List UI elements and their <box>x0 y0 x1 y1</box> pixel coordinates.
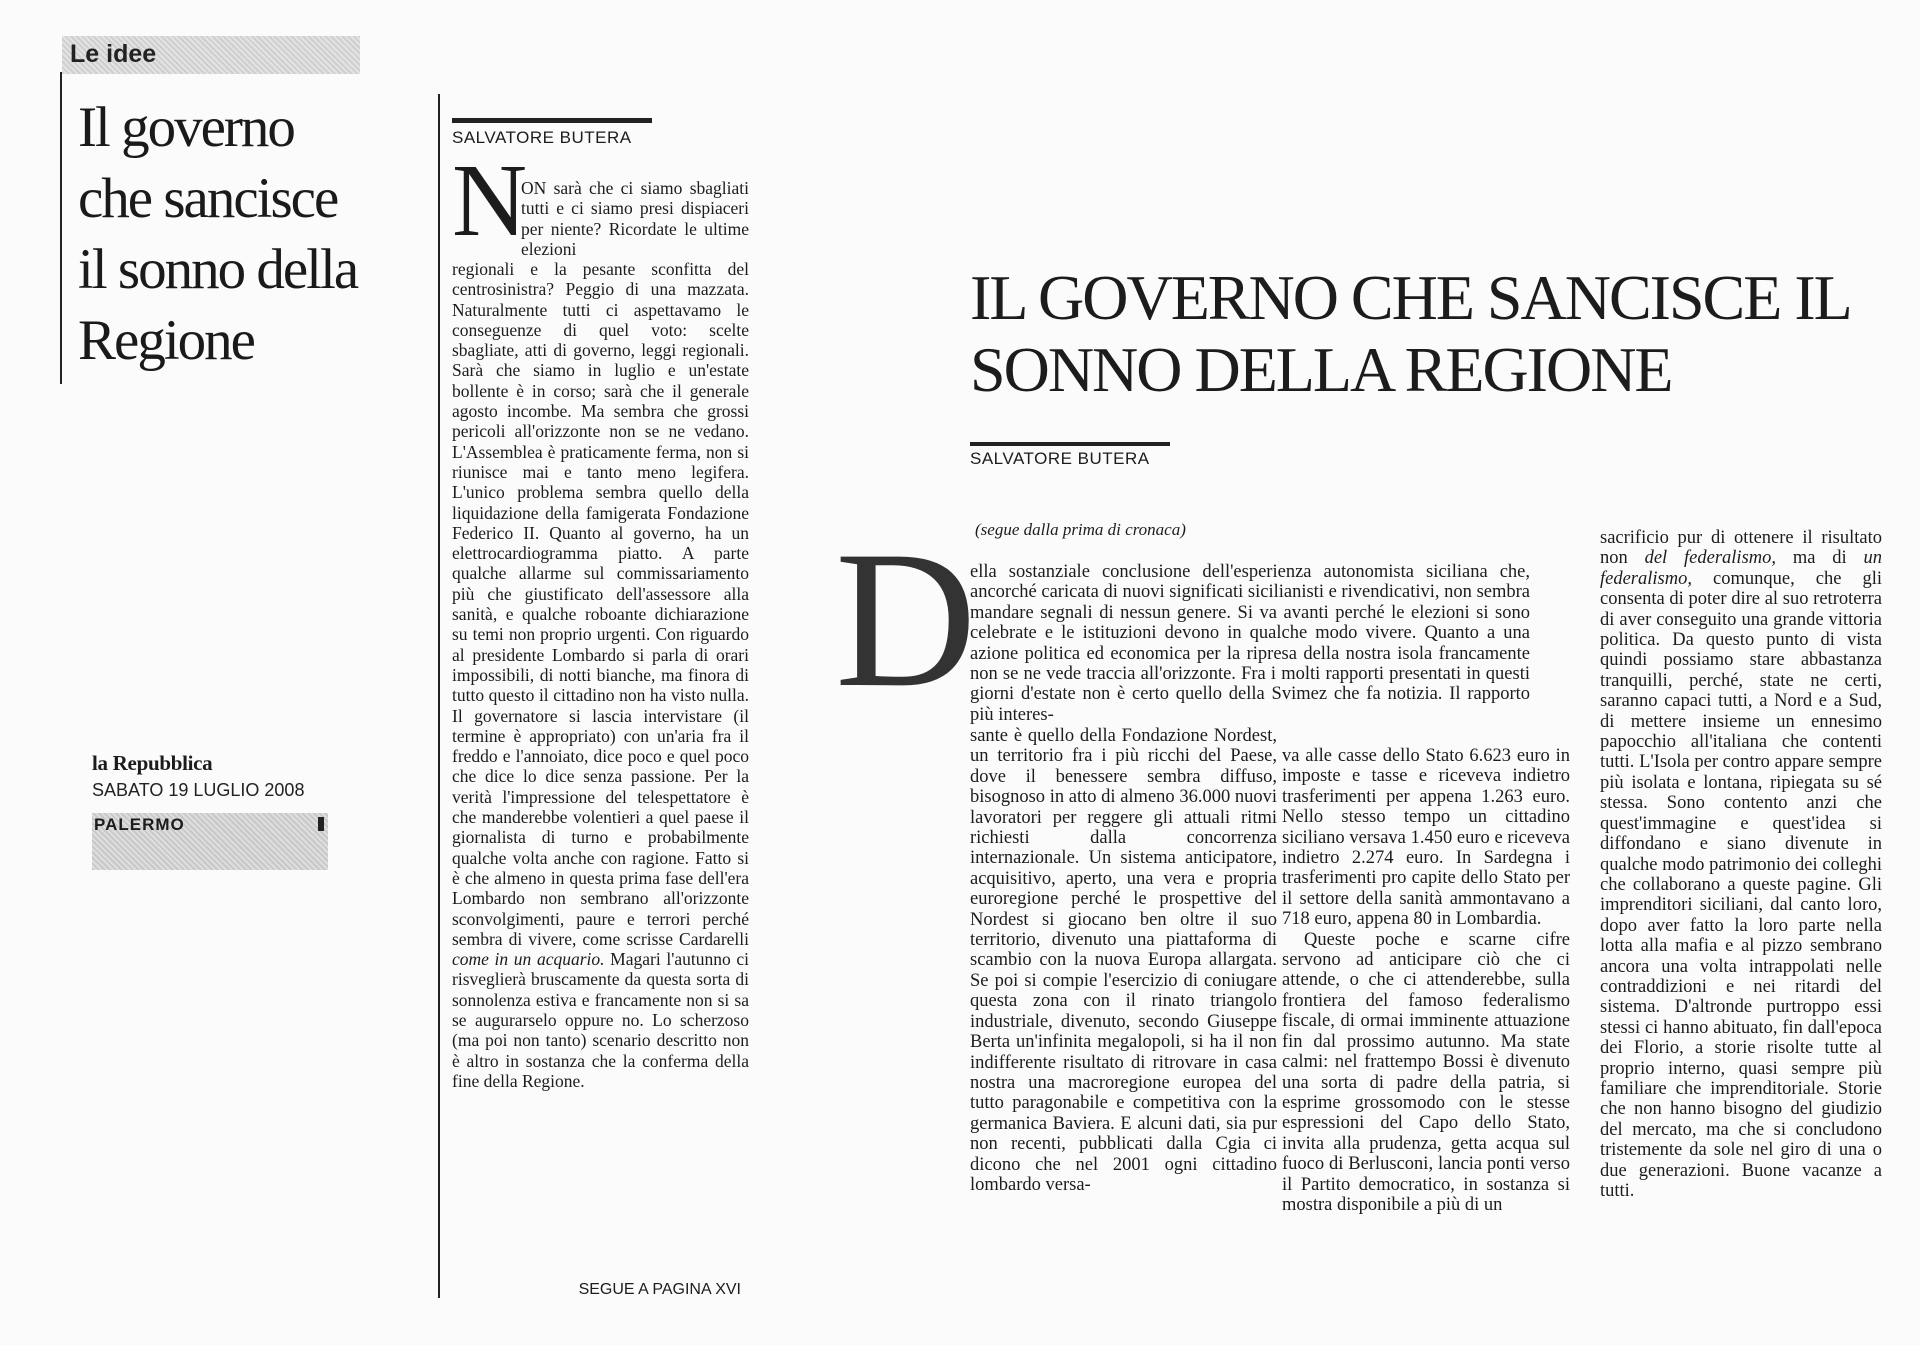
column-2-text: va alle casse dello Stato 6.623 euro in imposte e tasse e riceveva indietro trasferimenti per appena 1.263 euro. Nello stesso tempo un cittadino siciliano versava 1.450 euro e riceveva indietro 2.274 euro. In Sardegna i trasferimenti pro capite dello Stato per il settore della sanità ammontavano a 718 euro, appena 80 in Lombardia. <box>1282 746 1570 930</box>
article-column-2 <box>1282 746 1570 1215</box>
column-3-text-b: ma di <box>1792 548 1847 569</box>
article-column-1 <box>970 726 1277 1195</box>
body-text: regionali e la pesante sconfitta del centrosinistra? Peggio di una mazzata. Naturalmente tutti ci aspettavamo le conseguenze di quel voto: scelte sbagliate, atti di governo, leggi regionali. Sarà che siamo in luglio e un'estate bollente è in corso; sarà che il generale agosto incombe. Ma sembra che grossi pericoli all'orizzonte non se ne vedano. L'Assemblea è praticamente ferma, non si riunisce mai e tanto meno legifera. L'unico problema sembra quello della liquidazione della famigerata Fondazione Federico II. Quanto al governo, ha un elettrocardiogramma piatto. A parte qualche allarme sul commissariamento più che giustificato dell'assessore alla sanità, e qualche roboante dichiarazione su temi non proprio urgenti. Con riguardo al presidente Lombardo si parla di orari impossibili, di notti bianche, ma finora di tutto questo il cittadino non ha visto nulla. Il governatore si lascia intervistare (il termine è appropriato) con un'aria fra il freddo e l'annoiato, dice poco e quel poco che dice lo dice senza passione. Per la verità l'impressione del telespettatore è che manderebbe volentieri a quel paese il giornalista di turno e probabilmente qualche volta anche con ragione. Fatto si è che almeno in questa prima fase dell'era Lombardo non sembrano all'orizzonte sconvolgimenti, paure e terrori perché sembra di vivere, come scrisse Cardarelli <box>452 259 749 949</box>
column-1-text: sante è quello della Fondazione Nordest, un territorio fra i più ricchi del Paese, dove il benessere sembra diffuso, bisognoso in atto di almeno 36.000 nuovi lavoratori per reggere gli attuali ritmi richiesti dalla concorrenza internazionale. Un sistema anticipatore, acquisitivo, aperto, una vera e propria euroregione perché le prospettive del Nordest si giocano ben oltre il suo territorio, divenuto una piattaforma di scambio con la nuova Europa allargata. Se poi si compie l'esercizio di coniugare questa zona con il rinato triangolo industriale, divenuto, secondo Giuseppe Berta un'infinita megalopoli, si ha il non indifferente risultato di ritrovare in casa nostra una macroregione europea del tutto paragonabile e competitiva con la germanica Baviera. E alcuni dati, sia pur non recenti, pubblicati dalla Cgia ci dicono che nel 2001 ogni cittadino lombardo versa- <box>970 726 1277 1195</box>
continued-note: SEGUE A PAGINA XVI <box>578 1281 741 1298</box>
edition-box <box>92 813 328 870</box>
column-3-italic-b: un federalismo, <box>1600 548 1883 589</box>
section-kicker: Le idee <box>70 40 157 68</box>
body-text-end: Magari l'autunno ci risveglierà bruscamente da questa sorta di sonnolenza estiva e francamente non si sa se augurarselo oppure no. Lo scherzoso (ma poi non tanto) scenario descritto non è altro in sostanza che la conferma della fine della Regione. <box>452 949 749 1091</box>
column-rule <box>438 94 440 1298</box>
drop-cap: N <box>452 143 528 258</box>
column-3-italic-a: del federalismo, <box>1644 548 1777 569</box>
body-paragraph <box>452 259 749 1091</box>
article-body <box>452 259 749 1091</box>
author-rule <box>452 118 652 123</box>
byline-2: SALVATORE BUTERA <box>970 449 1150 468</box>
headline: IL GOVERNO CHE SANCISCE IL SONNO DELLA REGIONE <box>970 262 1849 405</box>
article-intro <box>970 562 1530 725</box>
edition-city: PALERMO <box>94 815 185 834</box>
title-rule <box>60 72 62 384</box>
column-3-text-c: comunque, che gli consenta di poter dire al suo retroterra di aver conseguito una grande vittoria politica. Da questo punto di vista quindi possiamo stare abbastanza tranquilli, perché, state ne certi, saranno capaci tutti, a Nord e a Sud, di mettere insieme un ennesimo papocchio all'italiana che contenti tutti. L'Isola per contro appare sempre più isolata e lontana, ripiegata su sé stessa. Sono contento anzi che quest'immagine e quest'idea si diffondano e siano divenute in qualche modo patrimonio dei colleghi che collaborano a queste pagine. Gli imprenditori siciliani, dal canto loro, dopo aver fatto la loro parte nella lotta alla mafia e al pizzo sembrano ancora una volta intrappolati nelle contraddizioni e nei ritardi del sistema. D'altronde purtroppo essi stessi ci hanno abituato, fin dall'epoca dei Florio, a storie risolte tutte al proprio interno, quasi sempre più familiare che imprenditoriale. Storie che non hanno bisogno del giudizio del mercato, ma che si concludono tristemente da sole nel giro di una o due generazioni. Buone vacanze a tutti. <box>1600 568 1883 1201</box>
article-column-3 <box>1600 528 1882 1201</box>
masthead <box>92 751 328 870</box>
section-kicker-box <box>62 36 360 74</box>
lead-text: ON sarà che ci siamo sbagliati tutti e ci siamo presi dispiaceri per niente? Ricordate le ultime elezioni <box>521 178 749 259</box>
issue-date: SABATO 19 LUGLIO 2008 <box>92 780 305 800</box>
byline: SALVATORE BUTERA <box>452 128 632 147</box>
column-2-text-b: Queste poche e scarne cifre servono ad anticipare ciò che ci attende, o che ci attenderebbe, sulla frontiera del famoso federalismo fiscale, di ormai imminente attuazione fin dal prossimo autunno. Ma state calmi: nel frattempo Bossi è divenuto una sorta di padre della patria, si esprime grossomodo con le stesse espressioni del Capo dello Stato, invita alla prudenza, getta acqua sul fuoco di Berlusconi, lancia ponti verso il Partito democratico, in sostanza si mostra disponibile a più di un <box>1282 929 1570 1215</box>
continued-from-note: (segue dalla prima di cronaca) <box>975 520 1186 539</box>
drop-cap-2: D <box>835 511 977 728</box>
body-quote: come in un acquario. <box>452 949 605 970</box>
newspaper-name: la Repubblica <box>92 751 213 775</box>
edition-mark <box>318 817 324 831</box>
column-3-text-a: sacrificio pur di ottenere il risultato non <box>1600 528 1882 569</box>
article-lead <box>521 178 749 259</box>
short-title: Il governo che sancisce il sonno della Regione <box>78 96 358 372</box>
column-3-paragraph <box>1600 528 1882 1201</box>
intro-text: ella sostanziale conclusione dell'esperienza autonomista siciliana che, ancorché caricata di nuovi significati sicilianisti e rivendicativi, non sembra mandare segnali di nessun genere. Si va avanti perché le elezioni si sono celebrate e le istituzioni devono in qualche modo vivere. Quanto a una azione politica ed economica per la ripresa della nostra isola francamente non se ne vede traccia all'orizzonte. Fra i molti rapporti presentati in questi giorni d'estate non è certo quello della Svimez che fa notizia. Il rapporto più interes- <box>970 562 1530 725</box>
author-rule-2 <box>970 442 1170 446</box>
